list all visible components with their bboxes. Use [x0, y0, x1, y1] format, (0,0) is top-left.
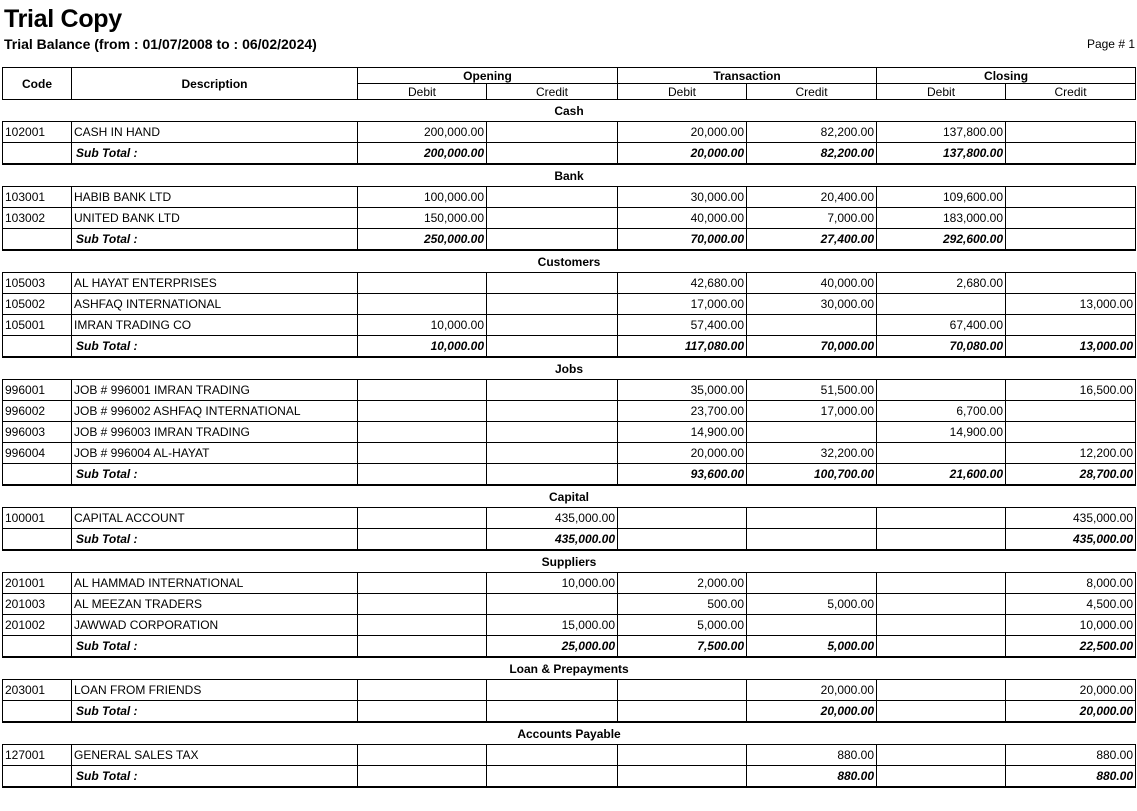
subtotal-row — [3, 529, 1136, 551]
amount-cell — [618, 680, 747, 701]
subtotal-amount: 137,800.00 — [877, 143, 1006, 165]
table-row — [3, 443, 1136, 464]
subtotal-amount — [1006, 143, 1136, 165]
table-row — [3, 208, 1136, 229]
account-code: 127001 — [3, 745, 72, 766]
table-row — [3, 273, 1136, 294]
subtotal-row — [3, 701, 1136, 723]
amount-cell: 20,000.00 — [618, 443, 747, 464]
subtotal-amount: 5,000.00 — [747, 636, 877, 658]
column-header-opening-debit: Debit — [358, 84, 487, 100]
subtotal-amount: 70,000.00 — [747, 336, 877, 358]
table-row — [3, 294, 1136, 315]
amount-cell — [877, 508, 1006, 529]
column-header-code: Code — [3, 68, 72, 100]
subtotal-label: Sub Total : — [72, 229, 358, 251]
amount-cell: 10,000.00 — [487, 573, 618, 594]
amount-cell: 7,000.00 — [747, 208, 877, 229]
account-code: 100001 — [3, 508, 72, 529]
amount-cell — [618, 745, 747, 766]
subtotal-amount: 27,400.00 — [747, 229, 877, 251]
subtotal-amount — [747, 529, 877, 551]
account-code: 203001 — [3, 680, 72, 701]
amount-cell — [358, 401, 487, 422]
subtotal-amount: 28,700.00 — [1006, 464, 1136, 486]
amount-cell — [1006, 315, 1136, 336]
table-row — [3, 422, 1136, 443]
subtotal-label: Sub Total : — [72, 766, 358, 788]
subtotal-amount: 82,200.00 — [747, 143, 877, 165]
subtotal-amount — [358, 636, 487, 658]
amount-cell — [487, 187, 618, 208]
amount-cell: 20,000.00 — [747, 680, 877, 701]
amount-cell: 10,000.00 — [1006, 615, 1136, 636]
amount-cell — [487, 273, 618, 294]
amount-cell: 4,500.00 — [1006, 594, 1136, 615]
amount-cell: 10,000.00 — [358, 315, 487, 336]
amount-cell: 42,680.00 — [618, 273, 747, 294]
subtotal-code-cell — [3, 766, 72, 788]
subtotal-row — [3, 766, 1136, 788]
amount-cell — [877, 680, 1006, 701]
subtotal-label: Sub Total : — [72, 464, 358, 486]
amount-cell — [618, 508, 747, 529]
column-header-transaction-credit: Credit — [747, 84, 877, 100]
account-code: 996003 — [3, 422, 72, 443]
section-title: Accounts Payable — [3, 722, 1136, 745]
amount-cell — [358, 573, 487, 594]
subtotal-code-cell — [3, 529, 72, 551]
amount-cell: 12,200.00 — [1006, 443, 1136, 464]
amount-cell — [747, 508, 877, 529]
amount-cell — [1006, 273, 1136, 294]
amount-cell — [487, 380, 618, 401]
amount-cell: 20,000.00 — [618, 122, 747, 143]
subtotal-amount: 93,600.00 — [618, 464, 747, 486]
amount-cell: 8,000.00 — [1006, 573, 1136, 594]
subtotal-label: Sub Total : — [72, 701, 358, 723]
amount-cell — [877, 380, 1006, 401]
amount-cell: 2,680.00 — [877, 273, 1006, 294]
amount-cell — [747, 315, 877, 336]
section-title: Suppliers — [3, 550, 1136, 573]
amount-cell — [877, 573, 1006, 594]
account-description: JOB # 996003 IMRAN TRADING — [72, 422, 358, 443]
section-header-row — [3, 250, 1136, 273]
amount-cell: 6,700.00 — [877, 401, 1006, 422]
account-description: HABIB BANK LTD — [72, 187, 358, 208]
subtotal-amount: 70,080.00 — [877, 336, 1006, 358]
amount-cell: 880.00 — [747, 745, 877, 766]
subtotal-amount: 7,500.00 — [618, 636, 747, 658]
amount-cell: 5,000.00 — [618, 615, 747, 636]
amount-cell — [1006, 122, 1136, 143]
account-code: 201003 — [3, 594, 72, 615]
amount-cell: 13,000.00 — [1006, 294, 1136, 315]
subtotal-row — [3, 143, 1136, 165]
subtotal-amount: 22,500.00 — [1006, 636, 1136, 658]
account-code: 201001 — [3, 573, 72, 594]
report-title: Trial Copy — [4, 5, 122, 33]
subtotal-amount: 435,000.00 — [487, 529, 618, 551]
amount-cell: 82,200.00 — [747, 122, 877, 143]
column-header-closing-debit: Debit — [877, 84, 1006, 100]
subtotal-amount: 10,000.00 — [358, 336, 487, 358]
account-description: JOB # 996004 AL-HAYAT — [72, 443, 358, 464]
amount-cell — [1006, 187, 1136, 208]
section-header-row — [3, 550, 1136, 573]
amount-cell — [358, 294, 487, 315]
amount-cell — [487, 422, 618, 443]
subtotal-code-cell — [3, 701, 72, 723]
subtotal-amount — [487, 464, 618, 486]
subtotal-label: Sub Total : — [72, 529, 358, 551]
subtotal-amount — [618, 701, 747, 723]
amount-cell: 40,000.00 — [747, 273, 877, 294]
subtotal-amount: 25,000.00 — [487, 636, 618, 658]
amount-cell — [487, 401, 618, 422]
column-header-transaction-debit: Debit — [618, 84, 747, 100]
account-code: 996001 — [3, 380, 72, 401]
amount-cell — [487, 208, 618, 229]
amount-cell: 35,000.00 — [618, 380, 747, 401]
subtotal-amount — [487, 701, 618, 723]
amount-cell: 30,000.00 — [618, 187, 747, 208]
subtotal-amount: 250,000.00 — [358, 229, 487, 251]
subtotal-amount: 117,080.00 — [618, 336, 747, 358]
subtotal-row — [3, 229, 1136, 251]
subtotal-amount — [1006, 229, 1136, 251]
amount-cell: 51,500.00 — [747, 380, 877, 401]
amount-cell — [487, 122, 618, 143]
amount-cell — [747, 422, 877, 443]
account-code: 105002 — [3, 294, 72, 315]
amount-cell — [877, 745, 1006, 766]
account-description: CAPITAL ACCOUNT — [72, 508, 358, 529]
amount-cell: 435,000.00 — [1006, 508, 1136, 529]
subtotal-amount — [877, 701, 1006, 723]
section-header-row — [3, 722, 1136, 745]
account-code: 996004 — [3, 443, 72, 464]
table-row — [3, 187, 1136, 208]
subtotal-amount — [358, 701, 487, 723]
account-code: 201002 — [3, 615, 72, 636]
account-code: 996002 — [3, 401, 72, 422]
account-description: IMRAN TRADING CO — [72, 315, 358, 336]
subtotal-amount — [358, 464, 487, 486]
table-row — [3, 680, 1136, 701]
amount-cell — [358, 273, 487, 294]
table-row — [3, 594, 1136, 615]
section-title: Cash — [3, 100, 1136, 122]
subtotal-amount: 20,000.00 — [747, 701, 877, 723]
amount-cell — [877, 443, 1006, 464]
amount-cell: 109,600.00 — [877, 187, 1006, 208]
subtotal-amount: 880.00 — [1006, 766, 1136, 788]
table-row — [3, 573, 1136, 594]
subtotal-amount — [618, 766, 747, 788]
subtotal-amount — [487, 229, 618, 251]
amount-cell: 435,000.00 — [487, 508, 618, 529]
amount-cell — [487, 594, 618, 615]
amount-cell — [877, 615, 1006, 636]
table-row — [3, 745, 1136, 766]
subtotal-row — [3, 636, 1136, 658]
table-row — [3, 122, 1136, 143]
subtotal-row — [3, 464, 1136, 486]
amount-cell — [358, 443, 487, 464]
subtotal-label: Sub Total : — [72, 143, 358, 165]
amount-cell — [487, 443, 618, 464]
section-header-row — [3, 485, 1136, 508]
subtotal-code-cell — [3, 229, 72, 251]
amount-cell — [358, 508, 487, 529]
table-row — [3, 615, 1136, 636]
amount-cell: 2,000.00 — [618, 573, 747, 594]
section-header-row — [3, 357, 1136, 380]
subtotal-amount — [877, 766, 1006, 788]
subtotal-amount — [877, 529, 1006, 551]
amount-cell: 183,000.00 — [877, 208, 1006, 229]
account-code: 102001 — [3, 122, 72, 143]
table-row — [3, 401, 1136, 422]
table-row — [3, 315, 1136, 336]
amount-cell: 30,000.00 — [747, 294, 877, 315]
column-header-opening-credit: Credit — [487, 84, 618, 100]
amount-cell: 137,800.00 — [877, 122, 1006, 143]
amount-cell: 16,500.00 — [1006, 380, 1136, 401]
subtotal-amount: 435,000.00 — [1006, 529, 1136, 551]
column-group-transaction: Transaction — [618, 68, 877, 84]
subtotal-amount: 21,600.00 — [877, 464, 1006, 486]
subtotal-amount — [618, 529, 747, 551]
amount-cell: 20,000.00 — [1006, 680, 1136, 701]
subtotal-amount: 880.00 — [747, 766, 877, 788]
table-row — [3, 508, 1136, 529]
account-description: AL HAYAT ENTERPRISES — [72, 273, 358, 294]
header-row-groups — [3, 68, 1136, 84]
table-body — [3, 100, 1136, 788]
subtotal-amount: 100,700.00 — [747, 464, 877, 486]
subtotal-code-cell — [3, 464, 72, 486]
amount-cell: 20,400.00 — [747, 187, 877, 208]
amount-cell — [747, 573, 877, 594]
table-row — [3, 380, 1136, 401]
section-title: Jobs — [3, 357, 1136, 380]
subtotal-amount — [358, 529, 487, 551]
amount-cell: 67,400.00 — [877, 315, 1006, 336]
section-title: Capital — [3, 485, 1136, 508]
account-code: 103001 — [3, 187, 72, 208]
subtotal-row — [3, 336, 1136, 358]
section-header-row — [3, 164, 1136, 187]
account-description: ASHFAQ INTERNATIONAL — [72, 294, 358, 315]
amount-cell — [487, 294, 618, 315]
amount-cell — [358, 380, 487, 401]
section-title: Bank — [3, 164, 1136, 187]
amount-cell: 14,900.00 — [877, 422, 1006, 443]
amount-cell — [487, 745, 618, 766]
amount-cell: 100,000.00 — [358, 187, 487, 208]
section-title: Loan & Prepayments — [3, 657, 1136, 680]
column-header-description: Description — [72, 68, 358, 100]
subtotal-amount — [487, 143, 618, 165]
subtotal-label: Sub Total : — [72, 336, 358, 358]
amount-cell — [358, 422, 487, 443]
column-group-closing: Closing — [877, 68, 1136, 84]
amount-cell — [358, 594, 487, 615]
account-description: CASH IN HAND — [72, 122, 358, 143]
amount-cell: 14,900.00 — [618, 422, 747, 443]
page-number: Page # 1 — [1086, 37, 1135, 51]
amount-cell: 17,000.00 — [747, 401, 877, 422]
amount-cell — [1006, 208, 1136, 229]
amount-cell — [358, 680, 487, 701]
amount-cell — [1006, 401, 1136, 422]
subtotal-amount: 13,000.00 — [1006, 336, 1136, 358]
section-header-row — [3, 100, 1136, 122]
amount-cell — [747, 615, 877, 636]
amount-cell — [487, 680, 618, 701]
account-description: UNITED BANK LTD — [72, 208, 358, 229]
subtotal-amount: 20,000.00 — [1006, 701, 1136, 723]
amount-cell: 32,200.00 — [747, 443, 877, 464]
amount-cell: 15,000.00 — [487, 615, 618, 636]
subtotal-amount — [487, 766, 618, 788]
amount-cell — [358, 745, 487, 766]
account-description: AL HAMMAD INTERNATIONAL — [72, 573, 358, 594]
subtotal-amount: 292,600.00 — [877, 229, 1006, 251]
subtotal-amount — [358, 766, 487, 788]
section-header-row — [3, 657, 1136, 680]
subtotal-code-cell — [3, 336, 72, 358]
report-subtitle: Trial Balance (from : 01/07/2008 to : 06/02/2024) — [4, 36, 317, 52]
account-description: GENERAL SALES TAX — [72, 745, 358, 766]
amount-cell: 23,700.00 — [618, 401, 747, 422]
account-code: 105001 — [3, 315, 72, 336]
amount-cell: 5,000.00 — [747, 594, 877, 615]
amount-cell — [358, 615, 487, 636]
amount-cell — [1006, 422, 1136, 443]
subtotal-amount — [487, 336, 618, 358]
subtotal-amount — [877, 636, 1006, 658]
amount-cell — [487, 315, 618, 336]
amount-cell: 150,000.00 — [358, 208, 487, 229]
amount-cell: 17,000.00 — [618, 294, 747, 315]
account-description: AL MEEZAN TRADERS — [72, 594, 358, 615]
account-description: JOB # 996002 ASHFAQ INTERNATIONAL — [72, 401, 358, 422]
amount-cell: 200,000.00 — [358, 122, 487, 143]
column-header-closing-credit: Credit — [1006, 84, 1136, 100]
account-code: 103002 — [3, 208, 72, 229]
amount-cell: 57,400.00 — [618, 315, 747, 336]
subtotal-amount: 70,000.00 — [618, 229, 747, 251]
subtotal-label: Sub Total : — [72, 636, 358, 658]
subtotal-code-cell — [3, 636, 72, 658]
subtotal-amount: 20,000.00 — [618, 143, 747, 165]
amount-cell: 500.00 — [618, 594, 747, 615]
section-title: Customers — [3, 250, 1136, 273]
column-group-opening: Opening — [358, 68, 618, 84]
trial-balance-table — [2, 67, 1136, 788]
account-code: 105003 — [3, 273, 72, 294]
amount-cell: 880.00 — [1006, 745, 1136, 766]
amount-cell — [877, 294, 1006, 315]
account-description: JAWWAD CORPORATION — [72, 615, 358, 636]
amount-cell — [877, 594, 1006, 615]
amount-cell: 40,000.00 — [618, 208, 747, 229]
subtotal-code-cell — [3, 143, 72, 165]
account-description: LOAN FROM FRIENDS — [72, 680, 358, 701]
subtotal-amount: 200,000.00 — [358, 143, 487, 165]
account-description: JOB # 996001 IMRAN TRADING — [72, 380, 358, 401]
